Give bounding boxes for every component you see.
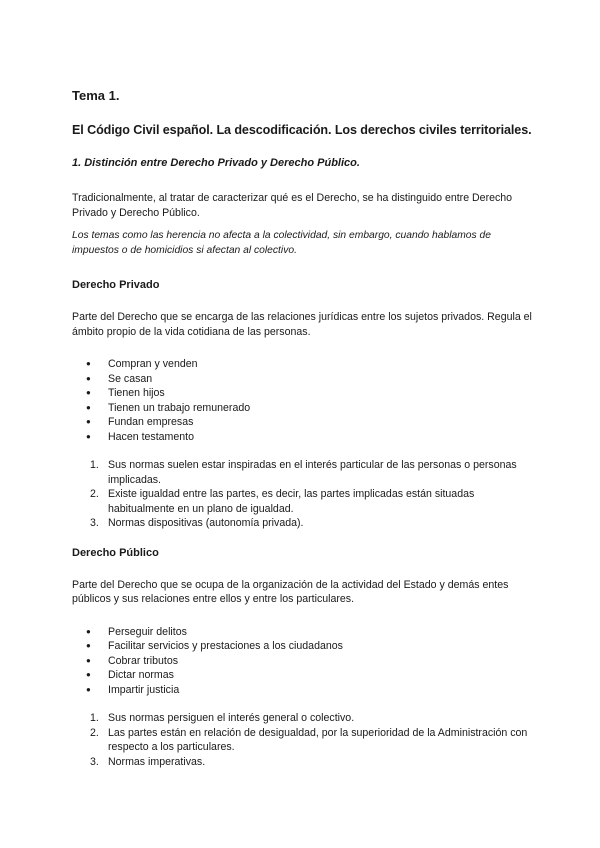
intro-paragraph: Tradicionalmente, al tratar de caracterizar qué es el Derecho, se ha distinguido entre Derecho Privado y Derecho Público.: [72, 192, 513, 219]
item-text: Sus normas suelen estar inspiradas en el interés particular de las personas o personas implicadas.: [108, 459, 517, 486]
list-item: ● Cobrar tributos: [72, 654, 532, 669]
item-text: Sus normas persiguen el interés general o colectivo.: [108, 712, 355, 724]
item-text: Normas imperativas.: [108, 755, 206, 768]
document-body: [72, 88, 532, 769]
list-item: ● Perseguir delitos: [72, 625, 532, 640]
privado-heading: Derecho Privado: [72, 279, 160, 291]
item-number: 1.: [90, 459, 99, 471]
publico-features-list: [72, 711, 532, 769]
item-number: 2.: [90, 726, 99, 739]
numbered-item: [72, 487, 532, 516]
item-number: 3.: [90, 517, 99, 529]
numbered-item: [72, 726, 532, 755]
list-item: ● Fundan empresas: [72, 415, 532, 430]
topic-heading: Tema 1.: [72, 88, 120, 103]
privado-examples-list: [72, 357, 532, 444]
publico-description: Parte del Derecho que se ocupa de la organización de la actividad del Estado y demás entes públicos y sus relaciones entre ellos y entre los particulares.: [72, 578, 509, 605]
publico-heading: Derecho Público: [72, 546, 159, 559]
list-item: ● Dictar normas: [72, 668, 532, 683]
numbered-item: [72, 516, 532, 531]
list-item: ● Hacen testamento: [72, 430, 532, 445]
item-number: 1.: [90, 712, 99, 724]
list-item: ● Tienen un trabajo remunerado: [72, 401, 532, 416]
list-item: ● Se casan: [72, 372, 532, 387]
numbered-item: [72, 458, 532, 487]
item-text: Las partes están en relación de desigualdad, por la superioridad de la Administración con respecto a los particulares.: [108, 726, 528, 753]
publico-examples-list: [72, 625, 532, 698]
italic-note-line-1: Los temas como las herencia no afecta a la colectividad, sin embargo, cuando hablamos de: [72, 230, 491, 241]
item-text: Normas dispositivas (autonomía privada).: [108, 517, 304, 529]
italic-note-line-2: impuestos o de homicidios si afectan al colectivo.: [72, 244, 297, 256]
privado-description: Parte del Derecho que se encarga de las relaciones jurídicas entre los sujetos privados. Regula el ámbito propio de la vida cotidiana de las personas.: [72, 311, 532, 338]
section-heading: 1. Distinción entre Derecho Privado y Derecho Público.: [72, 157, 360, 169]
italic-note: [72, 229, 532, 258]
list-item: ● Impartir justicia: [72, 683, 532, 698]
list-item: ● Facilitar servicios y prestaciones a los ciudadanos: [72, 639, 532, 654]
list-item: ● Tienen hijos: [72, 386, 532, 401]
privado-features-list: [72, 458, 532, 531]
list-item: ● Compran y venden: [72, 357, 532, 372]
item-number: 3.: [90, 755, 99, 768]
document-title: El Código Civil español. La descodificación. Los derechos civiles territoriales.: [72, 123, 532, 137]
numbered-item: [72, 711, 532, 726]
item-number: 2.: [90, 488, 99, 500]
numbered-item: [72, 755, 532, 770]
item-text: Existe igualdad entre las partes, es decir, las partes implicadas están situadas habitualmente en un plano de igualdad.: [108, 488, 475, 515]
